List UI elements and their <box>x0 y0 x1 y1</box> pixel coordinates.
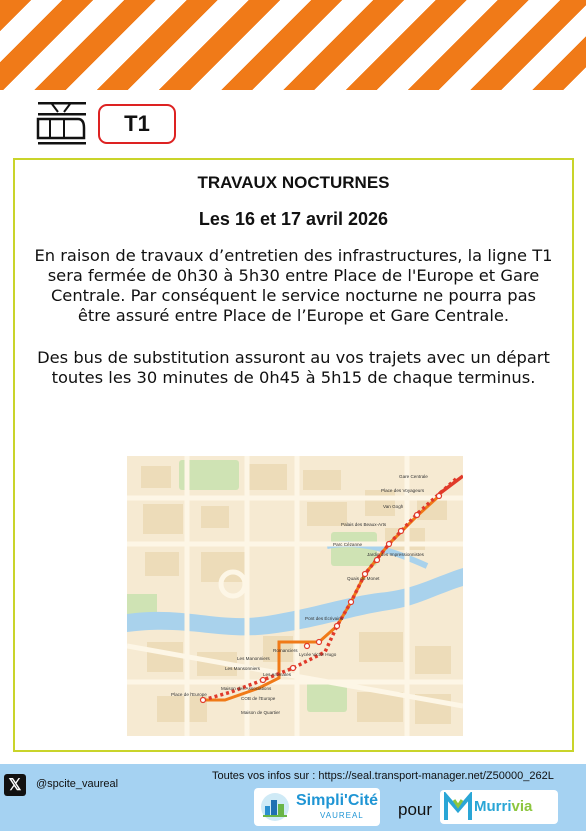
line-badge: T1 <box>98 104 176 144</box>
notice-box <box>13 158 574 752</box>
murrivia-m-icon <box>444 792 472 822</box>
notice-date: Les 16 et 17 avril 2026 <box>198 209 389 229</box>
stop-label: Lycée Victor Hugo <box>299 652 337 657</box>
simplicite-brand-sub: VAUREAL <box>320 811 364 820</box>
stop-label: COB de l'Europe <box>241 696 276 701</box>
simplicite-brand-name: Simpli'Cité <box>296 792 379 809</box>
stop-label: Palais des Beaux-Arts <box>341 522 387 527</box>
stop-label: Van Gogh <box>383 504 404 509</box>
stop-label: Les Manonniers <box>237 656 270 661</box>
construction-stripes-banner <box>0 0 586 90</box>
stop-label: Les Mansonniers <box>225 666 260 671</box>
stop-label: Place des Voyageurs <box>381 488 425 493</box>
stop-label: Parc Cézanne <box>333 542 363 547</box>
murrivia-brand-b: via <box>511 798 533 815</box>
stop-label: Quais du Monet <box>347 576 380 581</box>
x-logo-icon[interactable]: 𝕏 <box>4 774 26 796</box>
stop-label: Maison des Associations <box>221 686 272 691</box>
info-link-text[interactable]: Toutes vos infos sur : https://seal.transport-manager.net/Z50000_262L <box>212 770 554 782</box>
pour-text: pour <box>398 800 433 819</box>
stop-label: Place de l'Europe <box>171 692 207 697</box>
murrivia-logo <box>440 790 558 824</box>
simplicite-logo <box>254 788 380 826</box>
social-handle[interactable]: @spcite_vaureal <box>36 778 119 790</box>
stop-label: Gare Centrale <box>399 474 428 479</box>
murrivia-brand-a: Murri <box>474 798 512 815</box>
notice-title: TRAVAUX NOCTURNES <box>197 173 390 192</box>
stop-label: Romanciers <box>273 648 298 653</box>
stop-label: Les Aromates <box>263 672 292 677</box>
stop-label: Maison de Quartier <box>241 710 281 715</box>
murrivia-brand-name <box>474 798 532 815</box>
notice-paragraph-closure: En raison de travaux d’entretien des infrastructures, la ligne T1 sera fermée de 0h30 à 5h30 entre Place de l'Europe et Gare Centrale. Par conséquent le service nocturne ne pourra pas être assuré entre Place de l’Europe et Gare Centrale. <box>34 246 553 325</box>
stop-label: Jardin des Impressionnistes <box>367 552 424 557</box>
tram-icon <box>36 100 88 150</box>
notice-paragraph-replacement-bus: Des bus de substitution assuront au vos trajets avec un départ toutes les 30 minutes de 0h45 à 5h15 de chaque terminus. <box>37 348 550 387</box>
stop-label: Pont des Écrivains <box>305 616 344 621</box>
route-map <box>127 456 463 736</box>
simplicite-city-icon <box>260 792 290 822</box>
footer <box>0 764 586 831</box>
